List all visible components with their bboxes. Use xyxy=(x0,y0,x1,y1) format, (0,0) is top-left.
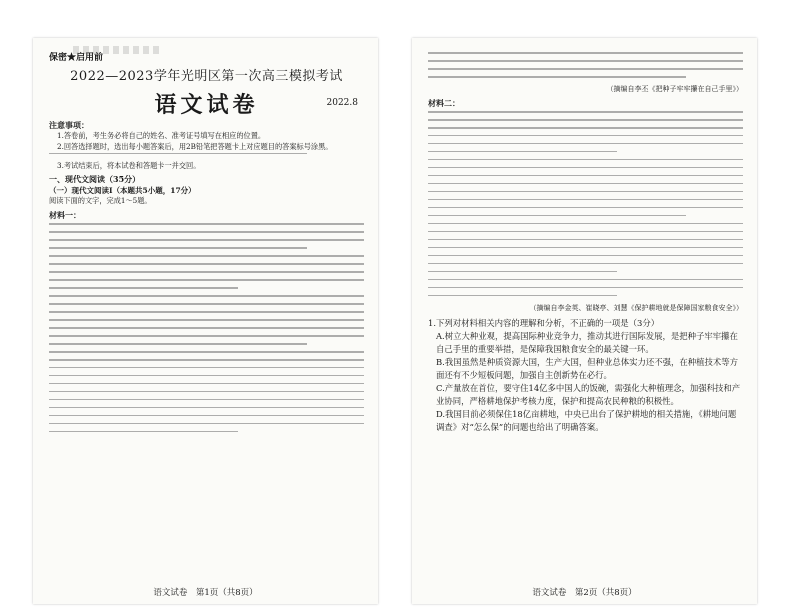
subsection-heading: （一）现代文阅读Ⅰ（本题共5小题，17分） xyxy=(49,186,196,196)
material-2-paragraph-3 xyxy=(428,223,743,273)
question-1-option-a xyxy=(428,330,743,356)
exam-page-1 xyxy=(33,38,378,604)
option-label: A. xyxy=(436,330,445,341)
exam-date: 2022.8 xyxy=(326,98,358,108)
page-2-footer: 语文试卷 第2页（共8页） xyxy=(532,588,637,598)
material-1-paragraph-4 xyxy=(49,351,364,432)
question-1-option-d xyxy=(428,408,743,434)
text-line xyxy=(49,153,307,155)
material-2-source: （摘编自李金英、崔晓亭、刘慧《保护耕地就是保障国家粮食安全》） xyxy=(529,303,743,312)
section-heading: 一、现代文阅读（35分） xyxy=(49,174,141,185)
question-1-option-c xyxy=(428,382,743,408)
option-label: D. xyxy=(436,408,446,419)
note-2: 2.回答选择题时，选出每小题答案后，用2B铅笔把答题卡上对应题目的答案标号涂黑。 xyxy=(57,141,333,151)
option-label: B. xyxy=(436,356,445,367)
note-1: 1.答卷前，考生务必将自己的姓名、准考证号填写在相应的位置。 xyxy=(57,131,266,140)
option-text: 我国虽然是种质资源大国，生产大国，但种业总体实力还不强，在种植技术等方面还有不少短板问题，加强自主创新势在必行。 xyxy=(436,356,738,380)
material-1-title: 材料一： xyxy=(49,210,81,221)
material-2-paragraph-4 xyxy=(428,279,743,297)
material-1-paragraph-2 xyxy=(49,255,364,289)
notes-heading: 注意事项： xyxy=(49,120,89,130)
subject-title: 语文试卷 xyxy=(154,92,259,118)
option-text: 产量放在首位，要守住14亿多中国人的饭碗，需强化大种植理念，加强科技和产业协同，严格耕地保护考核力度，保护和提高农民种粮的积极性。 xyxy=(436,382,741,406)
question-1-stem: 1.下列对材料相关内容的理解和分析，不正确的一项是（3分） xyxy=(428,317,660,328)
material-2-title: 材料二： xyxy=(428,97,460,108)
page-1-footer: 语文试卷 第1页（共8页） xyxy=(153,588,258,598)
exam-page-2 xyxy=(412,38,757,604)
question-1-option-b xyxy=(428,356,743,382)
material-1-source: （摘编自李丕《把种子牢牢攥在自己手里》） xyxy=(606,84,743,93)
subject-row xyxy=(49,88,364,118)
material-2-paragraph-1 xyxy=(428,111,743,153)
confidential-label: 保密★启用前 xyxy=(49,53,104,63)
binding-strip xyxy=(73,46,163,54)
material-1-paragraph-1 xyxy=(49,223,364,249)
option-text: 树立大种业观，提高国际种业竞争力，推动其进行国际发展，是把种子牢牢攥在自己手里的重要举措，是保障我国粮食安全的最关键一环。 xyxy=(436,330,738,354)
material-2-paragraph-2 xyxy=(428,159,743,216)
option-text: 我国目前必须保住18亿亩耕地，中央已出台了保护耕地的相关措施，《耕地问题调查》对“怎么保”的问题也给出了明确答案。 xyxy=(436,408,737,432)
option-label: C. xyxy=(436,382,445,393)
exam-title: 2022—2023学年光明区第一次高三模拟考试 xyxy=(70,69,343,84)
material-1-continued xyxy=(428,52,743,78)
material-1-paragraph-3 xyxy=(49,295,364,345)
reading-instruction: 阅读下面的文字，完成1～5题。 xyxy=(49,196,152,206)
note-3: 3.考试结束后，将本试卷和答题卡一并交回。 xyxy=(57,160,201,170)
